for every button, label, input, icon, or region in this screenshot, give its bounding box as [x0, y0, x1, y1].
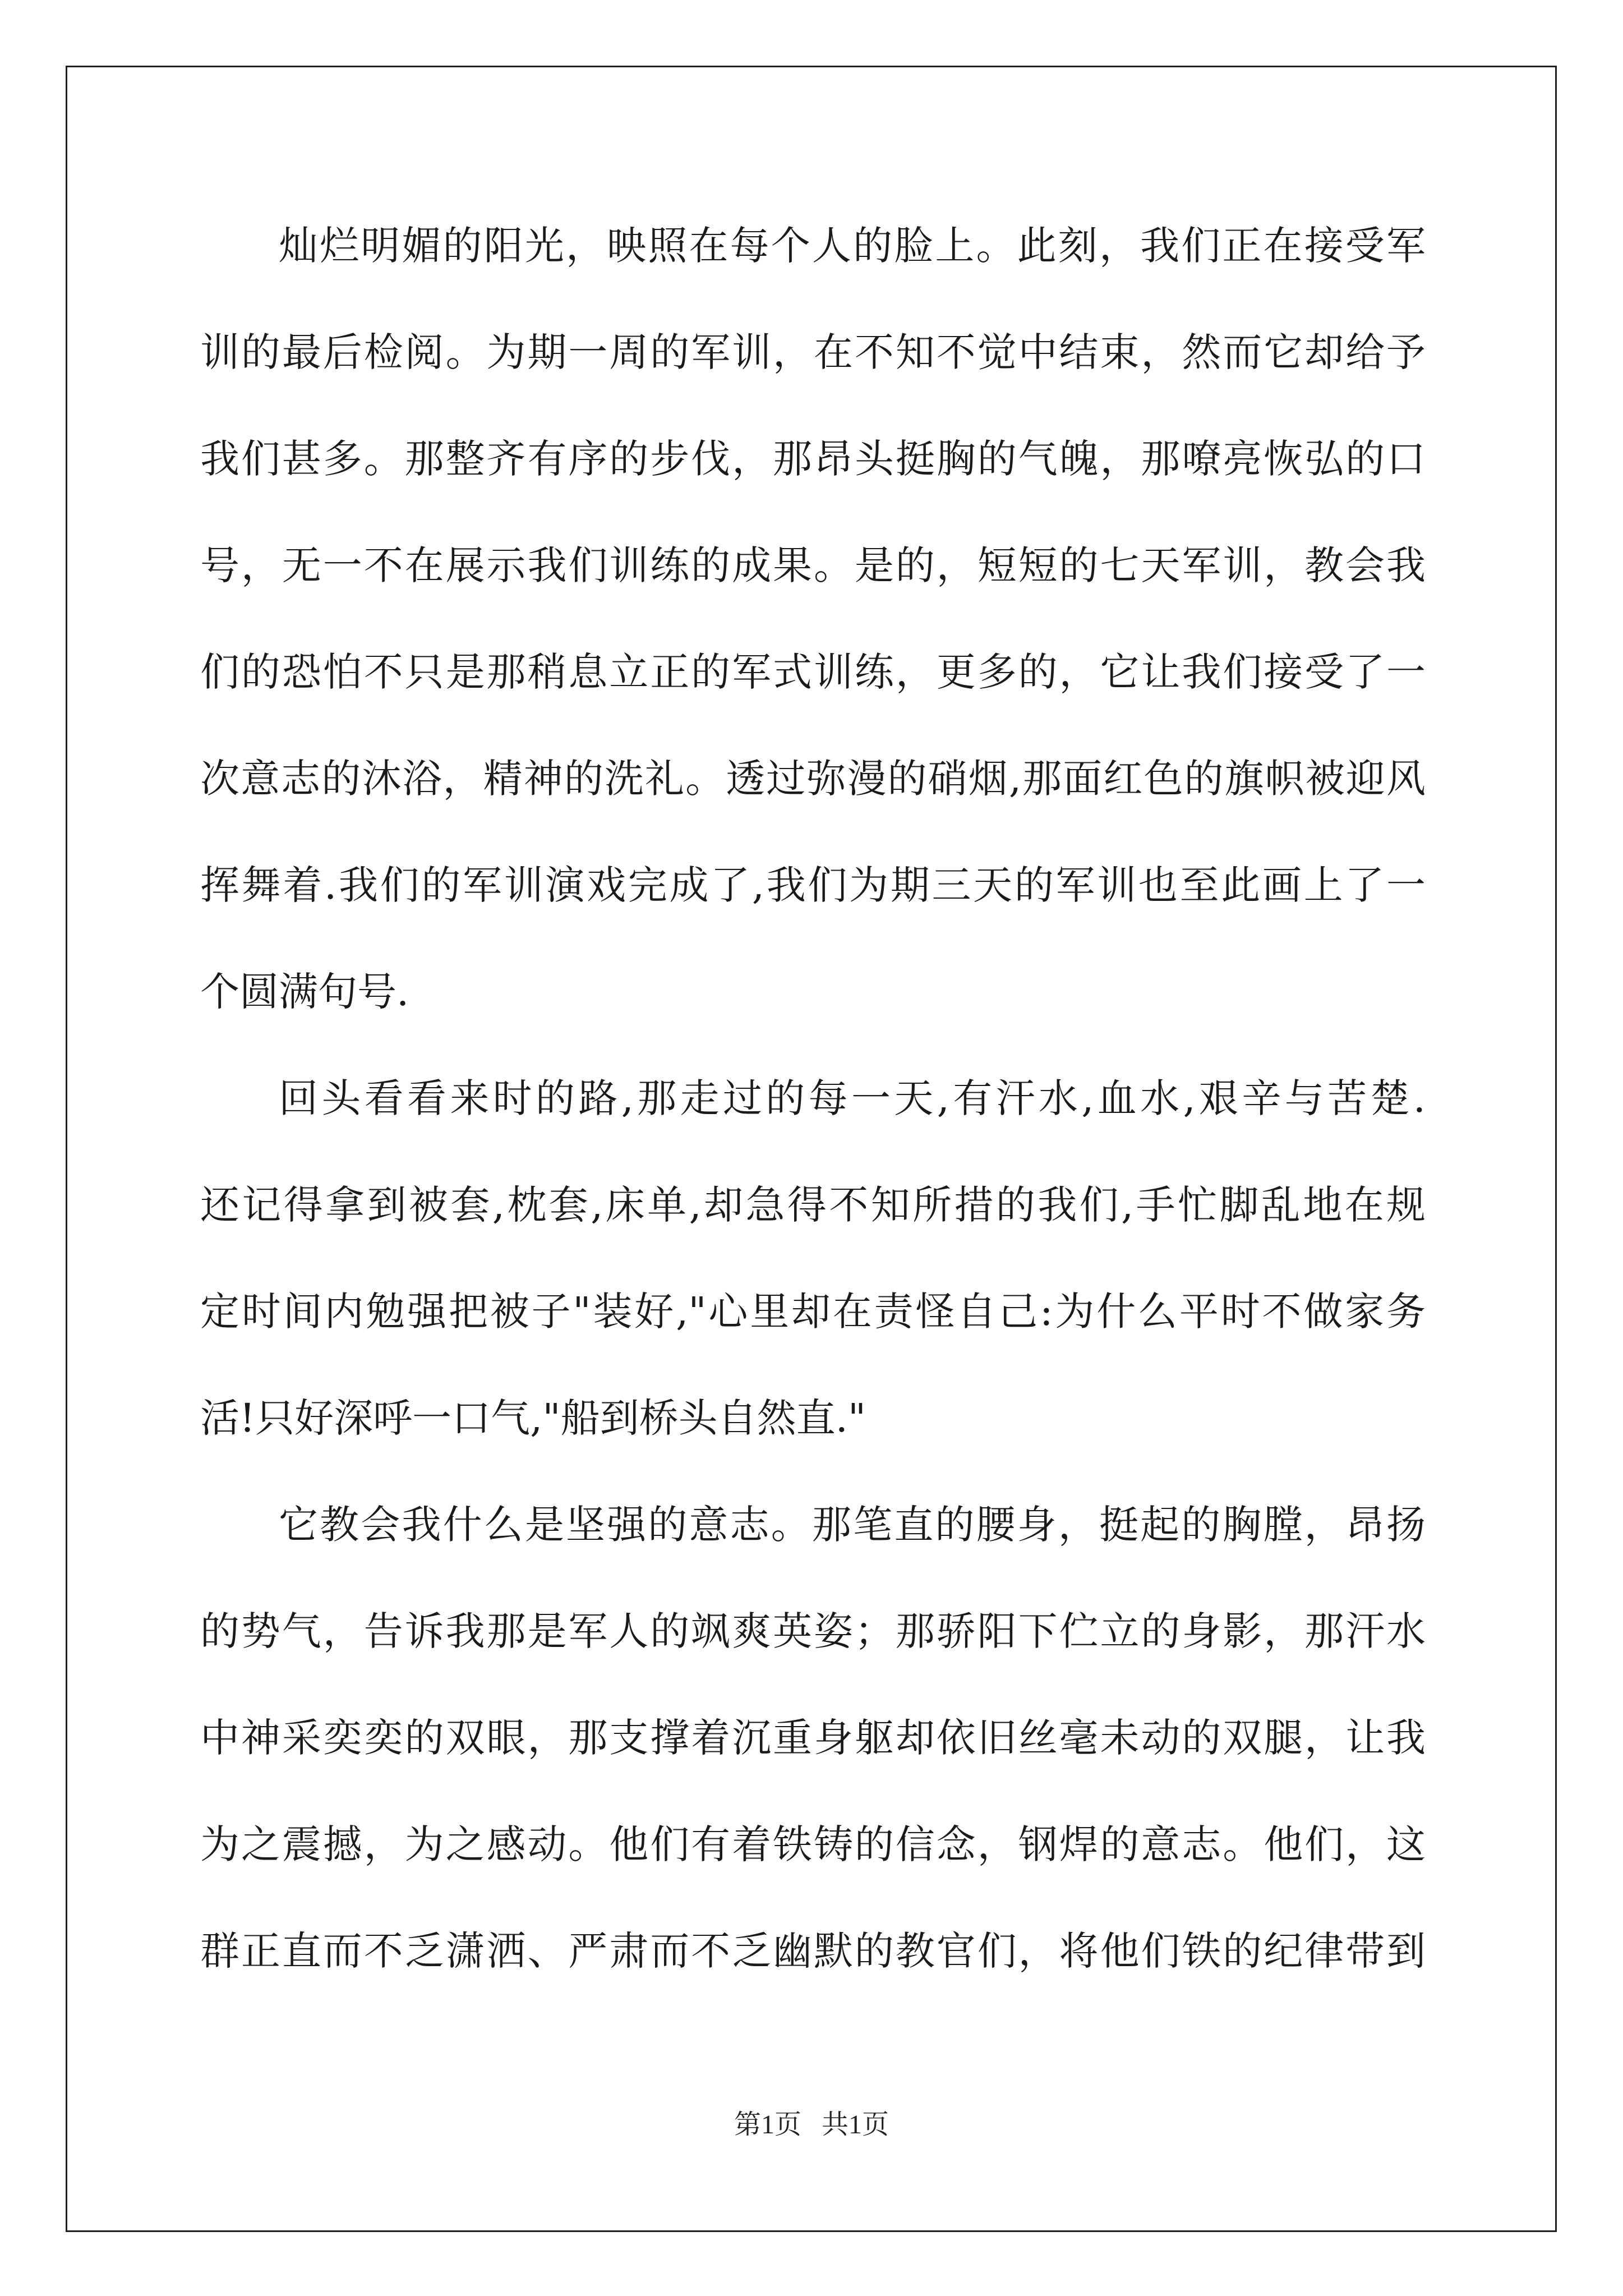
text-line: 们的恐怕不只是那稍息立正的军式训练，更多的，它让我们接受了一 — [200, 649, 1426, 695]
text-line: 活!只好深呼一口气,"船到桥头自然直." — [200, 1395, 866, 1441]
text-line: 定时间内勉强把被子"装好,"心里却在责怪自己:为什么平时不做家务 — [200, 1289, 1426, 1335]
text-line: 训的最后检阅。为期一周的军训，在不知不觉中结束，然而它却给予 — [200, 329, 1426, 375]
text-line: 还记得拿到被套,枕套,床单,却急得不知所措的我们,手忙脚乱地在规 — [200, 1182, 1426, 1228]
text-line: 中神采奕奕的双眼，那支撑着沉重身躯却依旧丝毫未动的双腿，让我 — [200, 1715, 1426, 1761]
text-line: 为之震撼，为之感动。他们有着铁铸的信念，钢焊的意志。他们，这 — [200, 1821, 1426, 1867]
text-line: 回头看看来时的路,那走过的每一天,有汗水,血水,艰辛与苦楚. — [279, 1075, 1426, 1121]
page-footer: 第1页 共1页 — [734, 2110, 889, 2139]
text-line: 挥舞着.我们的军训演戏完成了,我们为期三天的军训也至此画上了一 — [200, 862, 1426, 908]
text-line: 群正直而不乏潇洒、严肃而不乏幽默的教官们，将他们铁的纪律带到 — [200, 1928, 1426, 1974]
text-line: 次意志的沐浴，精神的洗礼。透过弥漫的硝烟,那面红色的旗帜被迎风 — [200, 756, 1426, 802]
text-line: 我们甚多。那整齐有序的步伐，那昂头挺胸的气魄，那嘹亮恢弘的口 — [200, 436, 1426, 482]
text-line: 个圆满句号. — [200, 969, 409, 1015]
text-line: 的势气，告诉我那是军人的飒爽英姿；那骄阳下伫立的身影，那汗水 — [200, 1608, 1426, 1654]
text-line: 号，无一不在展示我们训练的成果。是的，短短的七天军训，教会我 — [200, 542, 1426, 588]
document-body — [200, 212, 1426, 2024]
text-line: 灿烂明媚的阳光，映照在每个人的脸上。此刻，我们正在接受军 — [279, 223, 1426, 269]
text-line: 它教会我什么是坚强的意志。那笔直的腰身，挺起的胸膛，昂扬 — [279, 1502, 1426, 1548]
